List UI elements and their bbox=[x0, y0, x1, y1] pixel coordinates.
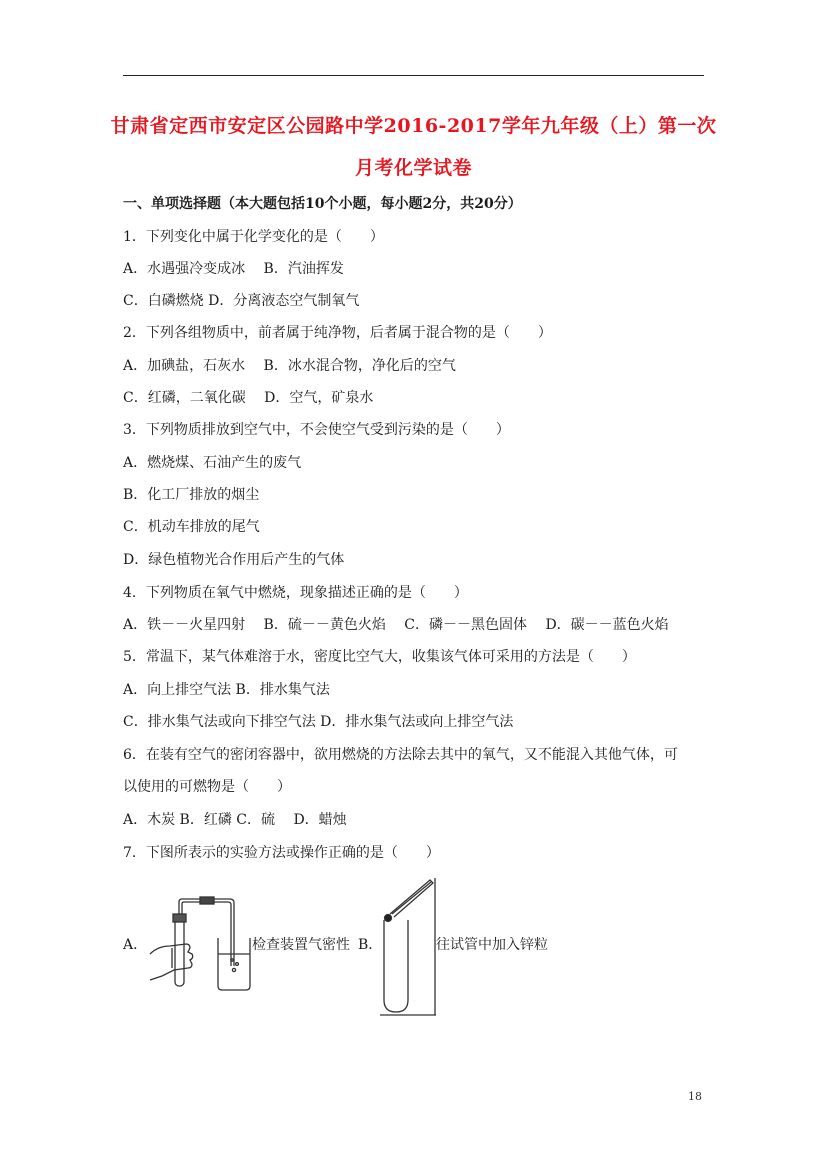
question-5-option-row: C．排水集气法或向下排空气法 D．排水集气法或向上排空气法 bbox=[123, 714, 514, 730]
question-5-stem: 5．常温下，某气体难溶于水，密度比空气大，收集该气体可采用的方法是（ ） bbox=[123, 649, 636, 665]
question-7-option-b-letter: B． bbox=[358, 937, 383, 953]
question-4-stem: 4．下列物质在氧气中燃烧，现象描述正确的是（ ） bbox=[123, 585, 468, 601]
question-6-stem-cont: 以使用的可燃物是（ ） bbox=[123, 779, 291, 795]
question-6-stem: 6．在装有空气的密闭容器中，欲用燃烧的方法除去其中的氧气，又不能混入其他气体，可 bbox=[123, 747, 678, 763]
document-title-cont: 月考化学试卷 bbox=[354, 157, 472, 179]
question-6-option-row: A．木炭 B．红磷 C．硫 D．蜡烛 bbox=[123, 812, 347, 828]
question-7-option-a-letter: A． bbox=[123, 937, 148, 953]
question-5-option-row: A．向上排空气法 B．排水集气法 bbox=[123, 682, 330, 698]
airtightness-apparatus-figure bbox=[148, 896, 252, 992]
question-2-stem: 2．下列各组物质中，前者属于纯净物，后者属于混合物的是（ ） bbox=[123, 325, 552, 341]
question-1-option-row: A．水遇强冷变成冰 B．汽油挥发 bbox=[123, 261, 344, 277]
section-heading: 一、单项选择题（本大题包括10个小题，每小题2分，共20分） bbox=[123, 196, 522, 212]
question-3-stem: 3．下列物质排放到空气中，不会使空气受到污染的是（ ） bbox=[123, 422, 510, 438]
page-number: 18 bbox=[688, 1090, 702, 1103]
question-3-option: A．燃烧煤、石油产生的废气 bbox=[123, 455, 302, 471]
question-1-stem: 1．下列变化中属于化学变化的是（ ） bbox=[123, 229, 384, 245]
question-3-option: D．绿色植物光合作用后产生的气体 bbox=[123, 552, 345, 568]
document-title: 甘肃省定西市安定区公园路中学2016-2017学年九年级（上）第一次 bbox=[110, 115, 717, 137]
test-tube-tweezers-icon bbox=[378, 876, 436, 1016]
test-tube-zinc-figure bbox=[378, 876, 436, 1016]
question-2-option-row: A．加碘盐，石灰水 B．冰水混合物，净化后的空气 bbox=[123, 358, 456, 374]
question-7-option-b-text: 往试管中加入锌粒 bbox=[436, 937, 548, 953]
question-4-option-row: A．铁－－火星四射 B．硫－－黄色火焰 C．磷－－黑色固体 D．碳－－蓝色火焰 bbox=[123, 617, 669, 633]
question-2-option-row: C．红磷，二氧化碳 D．空气，矿泉水 bbox=[123, 390, 374, 406]
question-7-option-a-text: 检查装置气密性 bbox=[252, 937, 350, 953]
header-rule bbox=[123, 75, 704, 76]
question-3-option: C．机动车排放的尾气 bbox=[123, 519, 260, 535]
question-3-option: B．化工厂排放的烟尘 bbox=[123, 487, 260, 503]
question-1-option-row: C．白磷燃烧 D．分离液态空气制氧气 bbox=[123, 293, 360, 309]
question-7-stem: 7．下图所表示的实验方法或操作正确的是（ ） bbox=[123, 845, 440, 861]
airtightness-apparatus-icon bbox=[148, 896, 252, 992]
